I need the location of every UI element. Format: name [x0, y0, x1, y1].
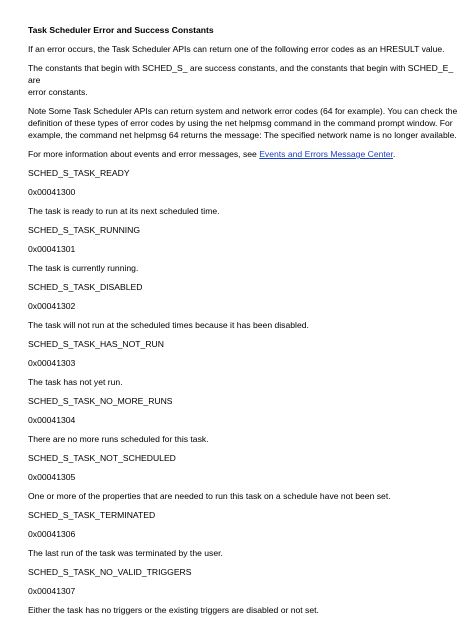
constant-code: 0x00041306	[28, 529, 76, 539]
constant-code: 0x00041303	[28, 358, 76, 368]
constant-name: SCHED_S_TASK_RUNNING	[28, 225, 141, 235]
constant-entry	[28, 445, 464, 502]
constant-code: 0x00041305	[28, 472, 76, 482]
constant-name: SCHED_S_TASK_NO_MORE_RUNS	[28, 396, 173, 406]
constant-entry	[28, 160, 464, 217]
constants-list	[28, 160, 464, 616]
constant-description: The task is currently running.	[28, 263, 139, 273]
constant-description: The task will not run at the scheduled times because it has been disabled.	[28, 320, 309, 330]
note-paragraph	[28, 105, 464, 141]
constant-entry	[28, 388, 464, 445]
constant-description: The task is ready to run at its next scheduled time.	[28, 206, 220, 216]
note-line: example, the command net helpmsg 64 returns the message: The specified network name is no longer available.	[28, 130, 457, 140]
more-info-paragraph	[28, 148, 464, 160]
constant-name: SCHED_S_TASK_TERMINATED	[28, 510, 156, 520]
constant-code: 0x00041301	[28, 244, 76, 254]
constant-description: The task has not yet run.	[28, 377, 123, 387]
constant-name: SCHED_S_TASK_NO_VALID_TRIGGERS	[28, 567, 192, 577]
constant-code: 0x00041307	[28, 586, 76, 596]
constant-entry	[28, 217, 464, 274]
constant-entry	[28, 274, 464, 331]
constant-description: There are no more runs scheduled for this task.	[28, 434, 209, 444]
prefix-paragraph	[28, 62, 464, 98]
more-info-prefix: For more information about events and error messages, see	[28, 149, 260, 159]
prefix-line: error constants.	[28, 87, 88, 97]
constant-entry	[28, 331, 464, 388]
constant-entry	[28, 559, 464, 616]
constant-entry	[28, 502, 464, 559]
constant-name: SCHED_S_TASK_DISABLED	[28, 282, 143, 292]
prefix-line: The constants that begin with SCHED_S_ are success constants, and the constants that begin with SCHED_E_ are	[28, 63, 454, 85]
constant-name: SCHED_S_TASK_READY	[28, 168, 130, 178]
constant-name: SCHED_S_TASK_HAS_NOT_RUN	[28, 339, 164, 349]
constant-code: 0x00041304	[28, 415, 76, 425]
events-errors-link[interactable]: Events and Errors Message Center	[259, 149, 393, 159]
constant-description: One or more of the properties that are needed to run this task on a schedule have not been set.	[28, 491, 391, 501]
note-line: Note Some Task Scheduler APIs can return system and network error codes (64 for example). You can check the	[28, 106, 458, 116]
document-page	[28, 24, 464, 616]
constant-code: 0x00041302	[28, 301, 76, 311]
more-info-suffix: .	[392, 149, 396, 159]
intro-paragraph: If an error occurs, the Task Scheduler APIs can return one of the following error codes as an HRESULT value.	[28, 44, 445, 54]
constant-code: 0x00041300	[28, 187, 76, 197]
note-line: definition of these types of error codes by using the net helpmsg command in the command prompt window. For	[28, 118, 453, 128]
constant-description: Either the task has no triggers or the existing triggers are disabled or not set.	[28, 605, 319, 615]
document-title: Task Scheduler Error and Success Constants	[28, 25, 214, 35]
constant-name: SCHED_S_TASK_NOT_SCHEDULED	[28, 453, 176, 463]
constant-description: The last run of the task was terminated by the user.	[28, 548, 223, 558]
